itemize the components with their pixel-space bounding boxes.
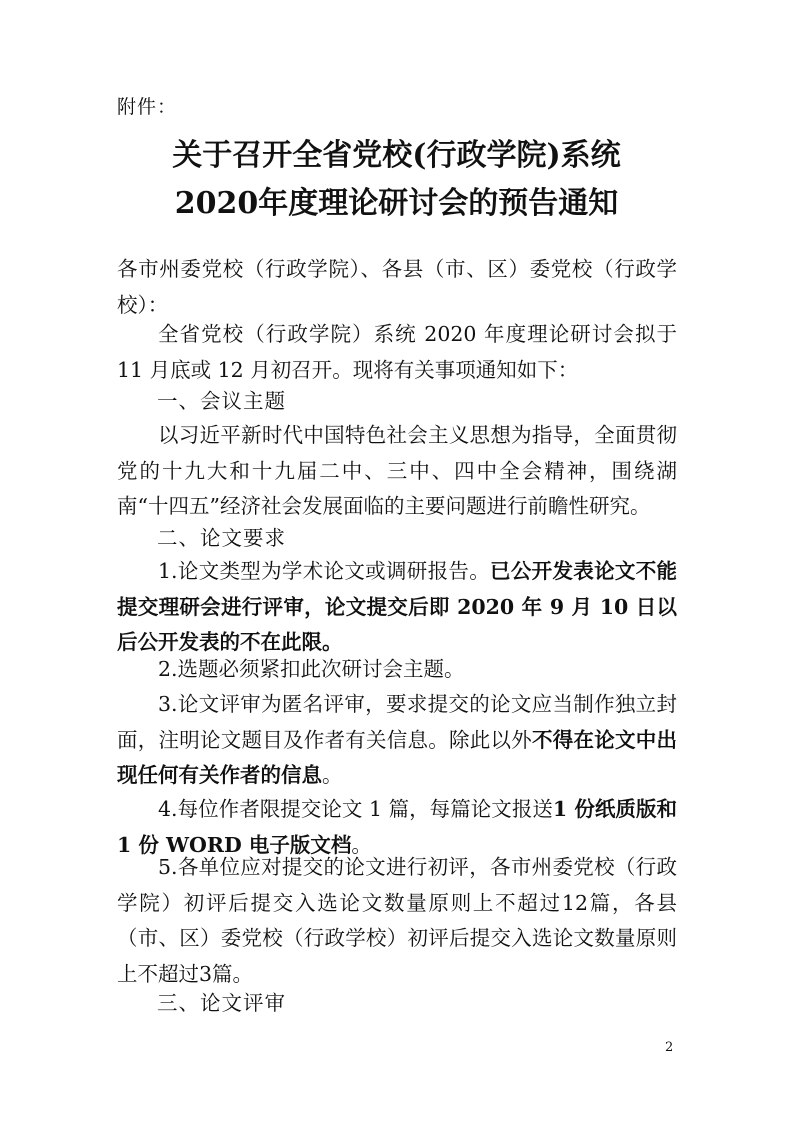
requirement-3-end: 。 xyxy=(322,763,343,787)
requirement-3 xyxy=(117,687,677,794)
attachment-label: 附件： xyxy=(117,96,178,118)
requirement-3-text: 3.论文评审为匿名评审，要求提交的论文应当制作独立封面，注明论文题目及作者有关信息。除此以外 xyxy=(117,692,677,752)
section3-heading: 三、论文评审 xyxy=(157,991,286,1015)
intro-paragraph: 全省党校（行政学院）系统 2020 年度理论研讨会拟于 11 月底或 12 月初召开。现将有关事项通知如下： xyxy=(117,322,677,382)
page-number: 2 xyxy=(665,1040,674,1055)
title-line-1: 关于召开全省党校(行政学院)系统 xyxy=(172,138,621,173)
requirement-1-emphasis: 已公开发表论文不能提交理研会进行评审，论文提交后即 2020 年 9 月 10 日以后公开发表的不在此限。 xyxy=(117,559,678,654)
requirement-3-emphasis: 不得在论文中出现任何有关作者的信息 xyxy=(117,727,677,787)
requirement-1-text: 1.论文类型为学术论文或调研报告。 xyxy=(158,559,491,583)
salutation: 各市州委党校（行政学院）、各县（市、区）委党校（行政学校）： xyxy=(117,257,677,317)
section1-heading: 一、会议主题 xyxy=(157,389,286,413)
requirement-5: 5.各单位应对提交的论文进行初评，各市州委党校（行政学院）初评后提交入选论文数量原则上不超过12篇，各县（市、区）委党校（行政学校）初评后提交入选论文数量原则上不超过3篇。 xyxy=(117,855,677,986)
requirement-2: 2.选题必须紧扣此次研讨会主题。 xyxy=(158,657,465,681)
requirement-4-end: 。 xyxy=(351,832,372,857)
requirement-4-emphasis: 1 份纸质版和 1 份 WORD 电子版文档 xyxy=(117,797,677,857)
title-line-2: 2020年度理论研讨会的预告通知 xyxy=(174,186,619,221)
requirement-4-text: 4.每位作者限提交论文 1 篇，每篇论文报送 xyxy=(158,797,553,821)
section2-heading: 二、论文要求 xyxy=(157,526,286,550)
section1-text: 以习近平新时代中国特色社会主义思想为指导，全面贯彻党的十九大和十九届二中、三中、四中全会精神，围绕湖南“十四五”经济社会发展面临的主要问题进行前瞻性研究。 xyxy=(117,423,677,518)
requirement-1 xyxy=(117,554,677,661)
